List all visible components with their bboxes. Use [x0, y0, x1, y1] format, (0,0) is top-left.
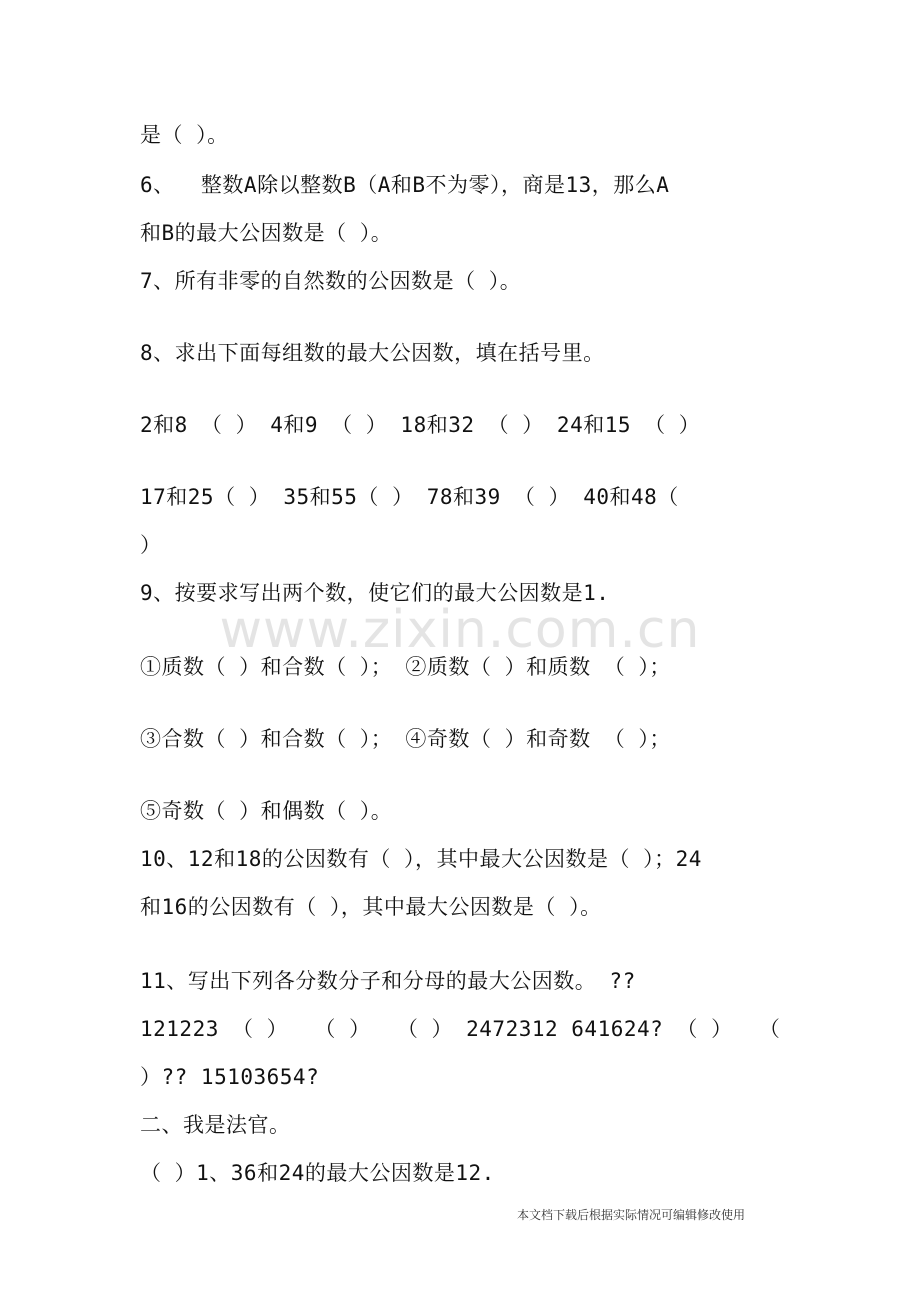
- question-8-row-2-cont: ）: [140, 533, 162, 557]
- question-9: 9、按要求写出两个数，使它们的最大公因数是1.: [140, 581, 610, 605]
- question-6-line-1: 6、 整数A除以整数B（A和B不为零），商是13，那么A: [140, 173, 670, 197]
- section-2-item-1: （ ）1、36和24的最大公因数是12.: [140, 1161, 495, 1185]
- question-9-row-1: ①质数（ ）和合数（ ）； ②质数（ ）和质数 （ ）；: [140, 655, 671, 679]
- question-9-row-3: ⑤奇数（ ）和偶数（ ）。: [140, 799, 393, 823]
- question-7: 7、所有非零的自然数的公因数是（ ）。: [140, 269, 522, 293]
- question-8-row-2: 17和25（ ） 35和55（ ） 78和39 （ ） 40和48（: [140, 485, 679, 509]
- question-11-row-2: ）?? 15103654?: [140, 1065, 320, 1089]
- section-2-heading: 二、我是法官。: [140, 1113, 291, 1137]
- question-8: 8、求出下面每组数的最大公因数，填在括号里。: [140, 341, 605, 365]
- question-8-row-1: 2和8 （ ） 4和9 （ ） 18和32 （ ） 24和15 （ ）: [140, 413, 701, 437]
- text-line: 是（ ）。: [140, 123, 229, 147]
- watermark: www.zixin.com.cn: [219, 600, 701, 660]
- question-10-line-2: 和16的公因数有（ ），其中最大公因数是（ ）。: [140, 895, 602, 919]
- question-10-line-1: 10、12和18的公因数有（ ），其中最大公因数是（ ）；24: [140, 847, 702, 871]
- question-11-row-1: 121223 （ ） （ ） （ ） 2472312 641624? （ ） （: [140, 1017, 781, 1041]
- question-9-row-2: ③合数（ ）和合数（ ）； ④奇数（ ）和奇数 （ ）；: [140, 727, 671, 751]
- question-11: 11、写出下列各分数分子和分母的最大公因数。 ??: [140, 969, 636, 993]
- footer-note: 本文档下载后根据实际情况可编辑修改使用: [517, 1208, 746, 1222]
- question-6-line-2: 和B的最大公因数是（ ）。: [140, 221, 393, 245]
